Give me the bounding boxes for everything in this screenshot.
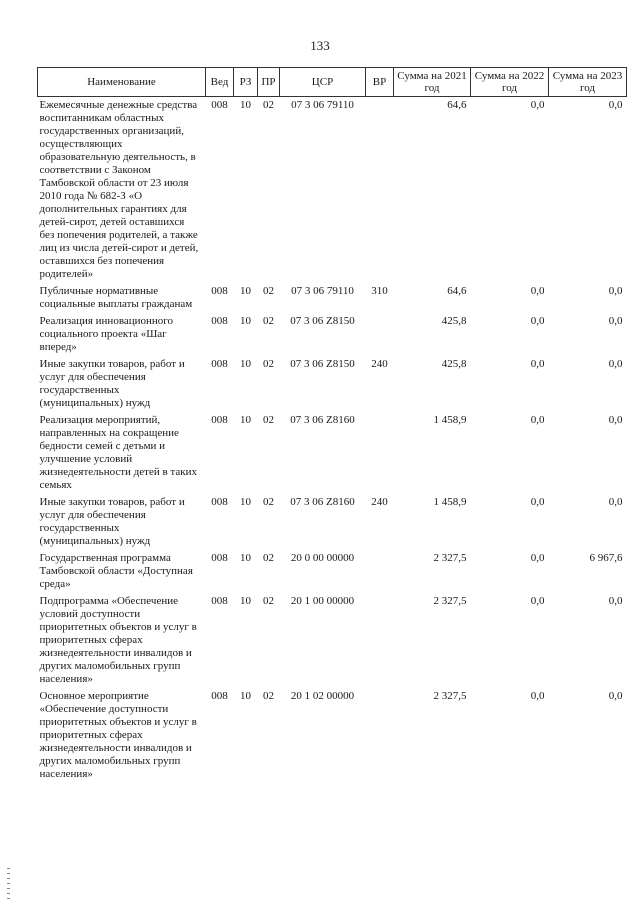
row-sum-2022: 0,0 [530,690,545,702]
header-name: Наименование [38,68,206,97]
table-row [38,595,627,690]
header-sum-2022: Сумма на 2022 год [471,68,549,97]
row-vr: 240 [371,496,388,508]
row-sum-2022: 0,0 [530,595,545,607]
table-row [38,690,627,785]
row-csr: 20 1 00 00000 [290,595,355,607]
row-vr [366,315,394,358]
row-rz: 10 [240,315,251,327]
row-vr [366,595,394,690]
row-sum-2021: 2 327,5 [433,690,467,702]
row-rz: 10 [240,285,251,297]
row-sum-2021: 425,8 [441,315,467,327]
row-sum-2021: 1 458,9 [433,496,467,508]
table-row [38,552,627,595]
row-ved: 008 [211,285,228,297]
table-row [38,97,627,286]
row-sum-2022: 0,0 [530,285,545,297]
table-row [38,285,627,315]
row-sum-2021: 2 327,5 [433,595,467,607]
row-sum-2021: 1 458,9 [433,414,467,426]
budget-table [37,67,627,785]
row-sum-2023: 0,0 [608,99,623,111]
row-sum-2021: 2 327,5 [433,552,467,564]
row-vr [366,97,394,286]
table-row [38,358,627,414]
header-ved: Вед [206,68,234,97]
row-sum-2021: 425,8 [441,358,467,370]
row-csr: 07 3 06 Z8160 [290,414,355,426]
row-ved: 008 [211,496,228,508]
header-vr: ВР [366,68,394,97]
row-csr: 07 3 06 79110 [291,99,354,111]
row-pr: 02 [263,99,274,111]
row-name: Основное мероприятие «Обеспечение доступности приоритетных объектов и услуг в приоритетных сферах жизнедеятельности инвалидов и других маломобильных групп населения» [39,690,197,780]
row-rz: 10 [240,358,251,370]
row-rz: 10 [240,496,251,508]
row-sum-2023: 0,0 [608,315,623,327]
row-csr: 07 3 06 Z8150 [290,358,355,370]
row-pr: 02 [263,595,274,607]
row-rz: 10 [240,99,251,111]
header-pr: ПР [258,68,280,97]
table-row [38,496,627,552]
row-sum-2023: 6 967,6 [589,552,623,564]
row-ved: 008 [211,358,228,370]
row-name: Государственная программа Тамбовской области «Доступная среда» [39,552,193,590]
row-csr: 07 3 06 Z8150 [290,315,355,327]
row-pr: 02 [263,496,274,508]
scan-margin-marks [7,868,10,902]
row-ved: 008 [211,315,228,327]
table-body [38,97,627,786]
row-sum-2022: 0,0 [530,414,545,426]
row-csr: 20 1 02 00000 [290,690,355,702]
row-sum-2021: 64,6 [447,285,467,297]
header-rz: РЗ [234,68,258,97]
row-sum-2023: 0,0 [608,595,623,607]
row-rz: 10 [240,595,251,607]
row-pr: 02 [263,690,274,702]
row-name: Реализация мероприятий, направленных на сокращение бедности семей с детьми и улучшение условий жизнедеятельности детей в таких семьях [39,414,197,491]
row-csr: 20 0 00 00000 [290,552,355,564]
row-sum-2021: 64,6 [447,99,467,111]
row-name: Иные закупки товаров, работ и услуг для обеспечения государственных (муниципальных) нужд [39,496,185,547]
row-vr [366,690,394,785]
row-vr [366,552,394,595]
row-sum-2023: 0,0 [608,285,623,297]
row-ved: 008 [211,414,228,426]
row-name: Подпрограмма «Обеспечение условий доступности приоритетных объектов и услуг в приоритетных сферах жизнедеятельности инвалидов и других маломобильных групп населения» [39,595,197,685]
row-rz: 10 [240,690,251,702]
row-ved: 008 [211,99,228,111]
row-name: Реализация инновационного социального проекта «Шаг вперед» [39,315,174,353]
row-sum-2023: 0,0 [608,496,623,508]
row-vr [366,414,394,496]
row-sum-2022: 0,0 [530,358,545,370]
row-vr: 240 [371,358,388,370]
table-header [38,68,627,97]
row-name: Ежемесячные денежные средства воспитанникам областных государственных организаций, осуществляющих образовательную деятельность, в соответствии с Законом Тамбовской области от 23 июля 2010 года № 682-З «О дополнительных гарантиях для детей-сирот, детей оставшихся без попечения родителей, а также лиц из числа детей-сирот и детей, оставшихся без попечения родителей» [39,99,199,280]
row-sum-2022: 0,0 [530,552,545,564]
row-pr: 02 [263,552,274,564]
table-row [38,315,627,358]
table-row [38,414,627,496]
page-number: 133 [310,38,330,53]
row-sum-2023: 0,0 [608,358,623,370]
header-sum-2021: Сумма на 2021 год [394,68,471,97]
row-pr: 02 [263,285,274,297]
row-name: Публичные нормативные социальные выплаты гражданам [39,285,193,310]
row-pr: 02 [263,315,274,327]
row-name: Иные закупки товаров, работ и услуг для обеспечения государственных (муниципальных) нужд [39,358,185,409]
row-sum-2022: 0,0 [530,315,545,327]
row-pr: 02 [263,414,274,426]
row-csr: 07 3 06 Z8160 [290,496,355,508]
row-ved: 008 [211,595,228,607]
row-csr: 07 3 06 79110 [291,285,354,297]
row-rz: 10 [240,414,251,426]
row-pr: 02 [263,358,274,370]
header-sum-2023: Сумма на 2023 год [549,68,627,97]
header-csr: ЦСР [280,68,366,97]
row-vr: 310 [371,285,388,297]
row-ved: 008 [211,690,228,702]
row-sum-2022: 0,0 [530,99,545,111]
row-sum-2022: 0,0 [530,496,545,508]
row-sum-2023: 0,0 [608,690,623,702]
row-sum-2023: 0,0 [608,414,623,426]
row-ved: 008 [211,552,228,564]
row-rz: 10 [240,552,251,564]
